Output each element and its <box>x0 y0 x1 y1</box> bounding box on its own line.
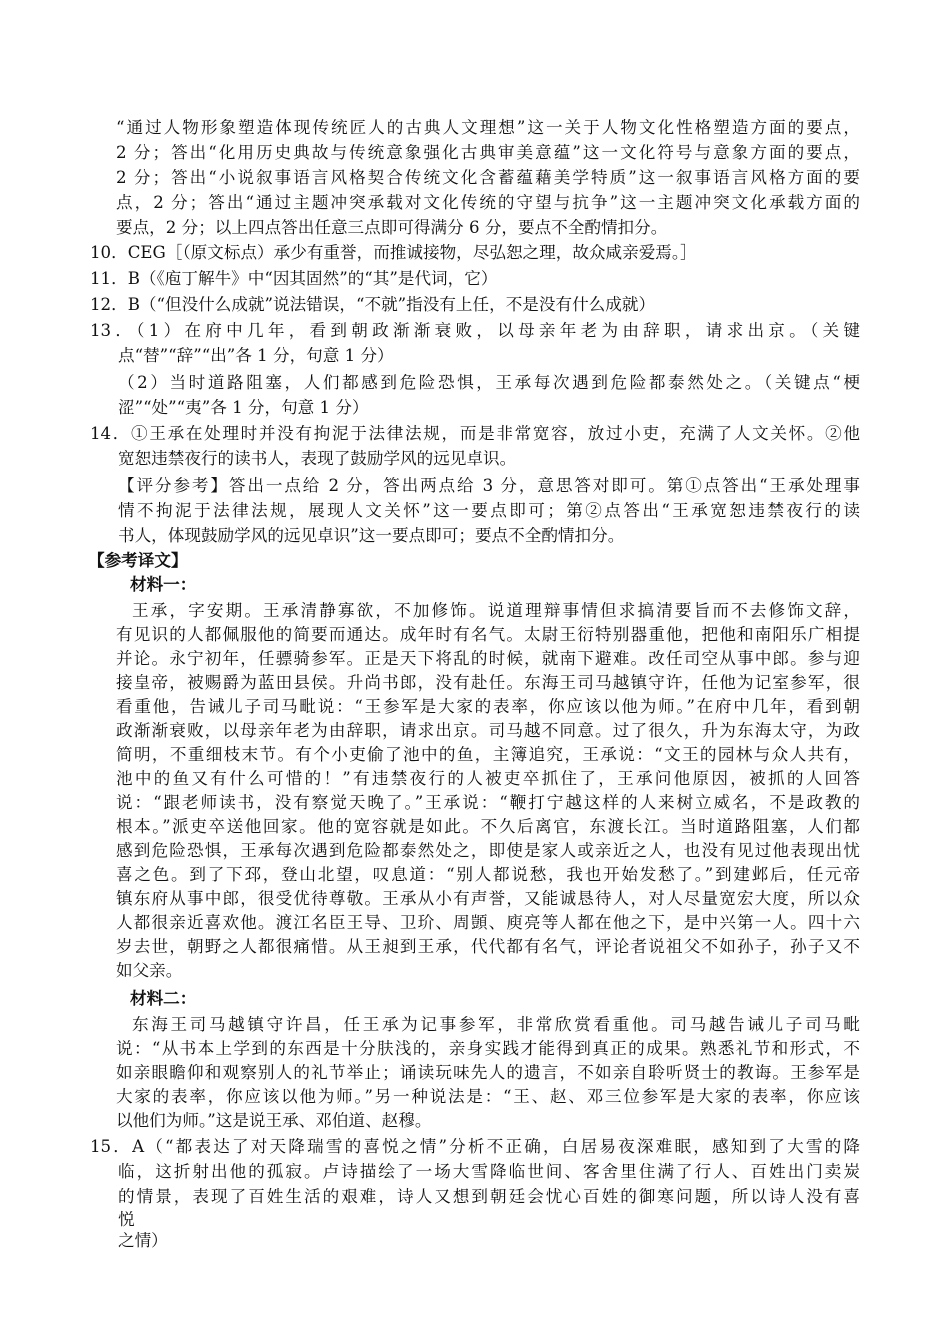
material-two-line: 以他们为师。”这是说王承、邓伯道、赵穆。 <box>116 1111 432 1130</box>
q9-line-4: 点，2 分；答出“通过主题冲突承载对文化传统的守望与抗争”这一主题冲突文化承载方面的 <box>116 193 860 212</box>
answer-q14-line-3: 【评分参考】答出一点给 2 分，答出两点给 3 分，意思答对即可。第①点答出“王承处理事 <box>118 476 860 495</box>
material-one-line: 根本。”派吏卒送他回家。他的宽容就是如此。不久后离官，东渡长江。当时道路阻塞，人们都 <box>116 817 860 836</box>
answer-q14-line-1: 14．①王承在处理时并没有拘泥于法律法规，而是非常宽容，放过小吏，充满了人文关怀。②他 <box>90 424 860 443</box>
reference-translation-heading: 【参考译文】 <box>88 550 188 570</box>
answer-q15-line-4: 悦 <box>118 1210 135 1229</box>
material-one-line: 看重他，告诫儿子司马毗说：“王参军是大家的表率，你应该以他为师。”在府中几年，看到朝 <box>116 697 860 716</box>
material-one-line: 感到危险恐惧，王承每次遇到危险都泰然处之，即使是家人或亲近之人，也没有见过他表现出忧 <box>116 841 860 860</box>
material-one-line: 岁去世，朝野之人都很痛惜。从王昶到王承，代代都有名气，评论者说祖父不如孙子，孙子又不 <box>116 937 860 956</box>
material-one-heading: 材料一： <box>130 574 197 594</box>
answer-q14-line-5: 书人，体现鼓励学风的远见卓识”这一要点即可；要点不全酌情扣分。 <box>118 526 625 545</box>
answer-q14-line-4: 情不拘泥于法律法规，展现人文关怀”这一要点即可；第②点答出“王承宽恕违禁夜行的读 <box>118 501 860 520</box>
material-one-line: 王承，字安期。王承清静寡欲，不加修饰。说道理辩事情但求搞清要旨而不去修饰文辞， <box>132 601 860 620</box>
answer-q15-line-1: 15．A（“都表达了对天降瑞雪的喜悦之情”分析不正确，白居易夜深难眠，感知到了大雪的降 <box>90 1137 860 1156</box>
material-two-line: 大家的表率，你应该以他为师。”另一种说法是：“王、赵、邓三位参军是大家的表率，你应该 <box>116 1087 860 1106</box>
material-one-line: 人都很亲近喜欢他。渡江名臣王导、卫玠、周顗、庾亮等人都在他之下，是中兴第一人。四十六 <box>116 913 860 932</box>
q9-line-2: 2 分；答出“化用历史典故与传统意象强化古典审美意蕴”这一文化符号与意象方面的要点， <box>116 143 860 162</box>
material-one-line: 池中的鱼又有什么可惜的！”有违禁夜行的人被吏卒抓住了，王承问他原因，被抓的人回答 <box>116 769 860 788</box>
answer-q10: 10．CEG［（原文标点）承少有重誉，而推诚接物，尽弘恕之理，故众咸亲爱焉。］ <box>90 243 697 262</box>
q9-line-5: 要点，2 分；以上四点答出任意三点即可得满分 6 分，要点不全酌情扣分。 <box>116 218 668 237</box>
answer-q15-line-3: 的情景，表现了百姓生活的艰难，诗人又想到朝廷会忧心百姓的御寒问题，所以诗人没有喜 <box>118 1187 860 1206</box>
answer-q15-line-2: 临，这折射出他的孤寂。卢诗描绘了一场大雪降临世间、客舍里住满了行人、百姓出门卖炭 <box>118 1162 860 1181</box>
answer-q12: 12．B（“但没什么成就”说法错误，“不就”指没有上任，不是没有什么成就） <box>90 295 656 314</box>
material-two-line: 说：“从书本上学到的东西是十分肤浅的，亲身实践才能得到真正的成果。熟悉礼节和形式，不 <box>116 1039 860 1058</box>
material-one-line: 镇东府从事中郎，很受优待尊敬。王承从小有声誉，又能诚恳待人，对人尽量宽宏大度，所以众 <box>116 889 860 908</box>
answer-q15-line-5: 之情） <box>118 1231 168 1250</box>
q9-line-3: 2 分；答出“小说叙事语言风格契合传统文化含蓄蕴藉美学特质”这一叙事语言风格方面的要 <box>116 168 860 187</box>
answer-q13-line-1: 13．（1）在府中几年，看到朝政渐渐衰败，以母亲年老为由辞职，请求出京。（关键 <box>90 321 860 340</box>
material-one-line: 接皇帝，被赐爵为蓝田县侯。升尚书郎，没有赴任。东海王司马越镇守许，任他为记室参军，很 <box>116 673 860 692</box>
material-one-line: 说：“跟老师读书，没有察觉天晚了。”王承说：“鞭打宁越这样的人来树立威名，不是政教的 <box>116 793 860 812</box>
material-one-line: 政渐渐衰败，以母亲年老为由辞职，请求出京。司马越不同意。过了很久，升为东海太守，为政 <box>116 721 860 740</box>
answer-q13-line-2: 点“替”“辞”“出”各 1 分，句意 1 分） <box>118 346 394 365</box>
material-one-line: 喜之色。到了下邳，登山北望，叹息道：“别人都说愁，我也开始发愁了。”到建邺后，任元帝 <box>116 865 860 884</box>
answer-q13-line-4: 涩”“处”“夷”各 1 分，句意 1 分） <box>118 398 369 417</box>
material-one-line: 并论。永宁初年，任骠骑参军。正是天下将乱的时候，就南下避难。改任司空从事中郎。参与迎 <box>116 649 860 668</box>
material-two-line: 东海王司马越镇守许昌，任王承为记事参军，非常欣赏看重他。司马越告诫儿子司马毗 <box>132 1015 860 1034</box>
answer-q13-line-3: （2）当时道路阻塞，人们都感到危险恐惧，王承每次遇到危险都泰然处之。（关键点“梗 <box>118 373 860 392</box>
material-one-line: 如父亲。 <box>116 961 183 980</box>
material-one-line: 简明，不重细枝末节。有个小吏偷了池中的鱼，主簿追究，王承说：“文王的园林与众人共有， <box>116 745 860 764</box>
answer-q11: 11．B（《庖丁解牛》中“因其固然”的“其”是代词，它） <box>90 269 498 288</box>
material-two-line: 如亲眼瞻仰和观察别人的礼节举止；诵读玩味先人的遗言，不如亲自聆听贤士的教诲。王参军是 <box>116 1063 860 1082</box>
q9-line-1: “通过人物形象塑造体现传统匠人的古典人文理想”这一关于人物文化性格塑造方面的要点， <box>116 118 860 137</box>
material-two-heading: 材料二： <box>130 988 197 1008</box>
answer-q14-line-2: 宽恕违禁夜行的读书人，表现了鼓励学风的远见卓识。 <box>118 449 517 468</box>
material-one-line: 有见识的人都佩服他的简要而通达。成年时有名气。太尉王衍特别器重他，把他和南阳乐广相提 <box>116 625 860 644</box>
